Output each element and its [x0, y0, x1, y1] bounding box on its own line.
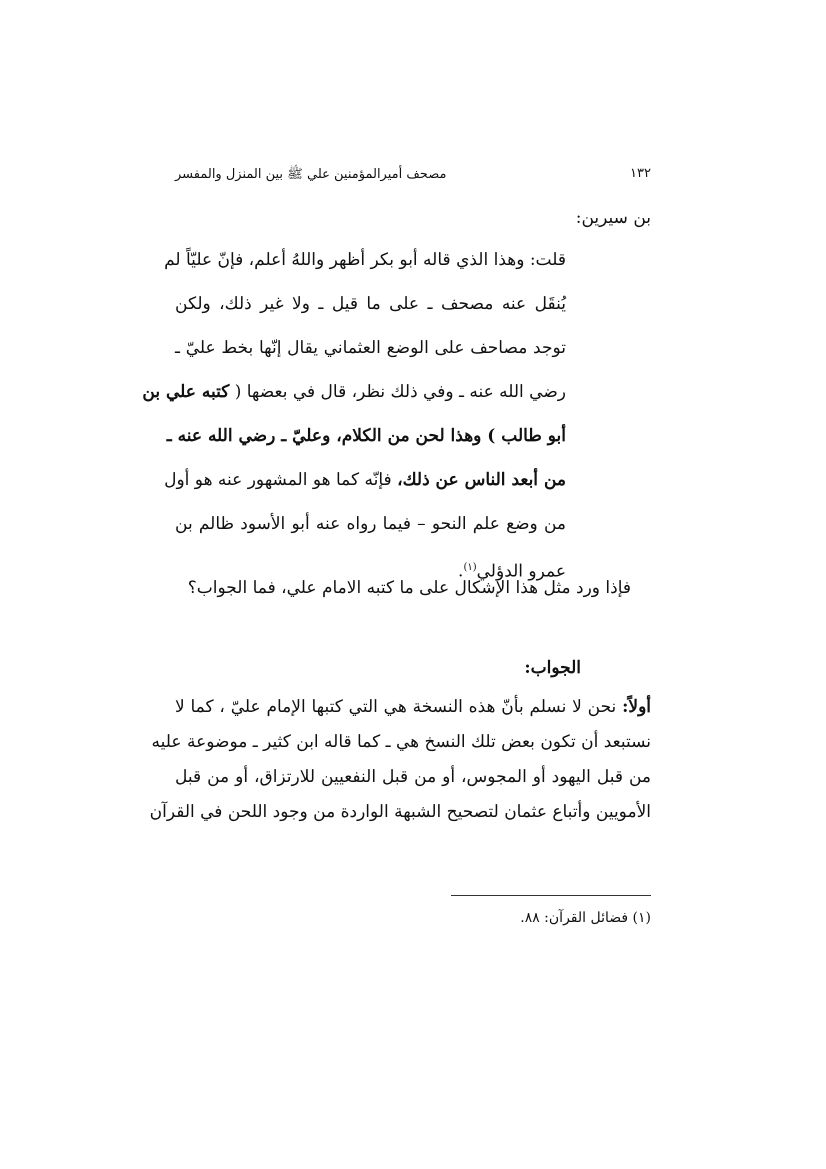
intro-line: بن سيرين:: [575, 208, 651, 228]
quote-line-7: من وضع علم النحو – فيما رواه عنه أبو الأسود ظالم بن: [175, 514, 566, 534]
running-title: مصحف أميرالمؤمنين علي ﷺ بين المنزل والمفسر: [175, 167, 447, 182]
answer-line-2: نستبعد أن تكون بعض تلك النسخ هي ـ كما قاله ابن كثير ـ موضوعة عليه: [151, 732, 651, 752]
quote-line-4-bold: كتبه علي بن: [142, 382, 230, 402]
quote-line-6: [164, 458, 566, 502]
intro-text: [175, 196, 651, 240]
quote-line-8-text: عمرو الدؤلي: [476, 561, 566, 582]
quote-line-1: قلت: وهذا الذي قاله أبو بكر أظهر واللهُ أعلم، فإنّ عليّاً لم: [164, 250, 566, 270]
answer-line-1-text: نحن لا نسلم بأنّ هذه النسخة هي التي كتبها الإمام عليّ ، كما لا: [175, 697, 617, 717]
quote-line-6-text: فإنّه كما هو المشهور عنه هو أول: [164, 470, 392, 490]
quote-line-3: توجد مصاحف على الوضع العثماني يقال إنّها بخط عليّ ـ: [175, 338, 566, 358]
question-line: فإذا ورد مثل هذا الإشكال على ما كتبه الامام علي، فما الجواب؟: [187, 578, 631, 598]
quote-line-5: أبو طالب ) وهذا لحن من الكلام، وعليّ ـ رضي الله عنه ـ: [166, 426, 566, 446]
answer-line-3: من قبل اليهود أو المجوس، أو من قبل النفعيين للارتزاق، أو من قبل: [175, 767, 651, 787]
quote-line-2: يُنقَل عنه مصحف ـ على ما قيل ـ ولا غير ذلك، ولكن: [175, 294, 566, 314]
answer-line-4: الأمويين وأتباع عثمان لتصحيح الشبهة الواردة من وجود اللحن في القرآن: [149, 802, 651, 822]
page-number: ١٣٢: [630, 166, 651, 181]
answer-heading: [175, 646, 651, 690]
answer-line-1: [175, 690, 651, 725]
answer-heading-line: الجواب:: [524, 658, 581, 678]
footnote-divider: [451, 895, 651, 896]
footnote: (١) فضائل القرآن: ٨٨.: [520, 910, 651, 926]
quote-line-4-text: رضي الله عنه ـ وفي ذلك نظر، قال في بعضها (: [234, 382, 566, 402]
quote-line-8-end: .: [458, 561, 464, 582]
quote-line-4: [142, 370, 566, 414]
answer-paragraph: [149, 690, 651, 830]
footnote-ref: (١): [463, 562, 477, 573]
page-header: [175, 162, 651, 190]
quote-line-6-bold: من أبعد الناس عن ذلك،: [397, 470, 566, 490]
question-text: [175, 566, 651, 610]
quotation-block: [142, 238, 651, 590]
answer-lead: أولاً:: [622, 697, 651, 717]
